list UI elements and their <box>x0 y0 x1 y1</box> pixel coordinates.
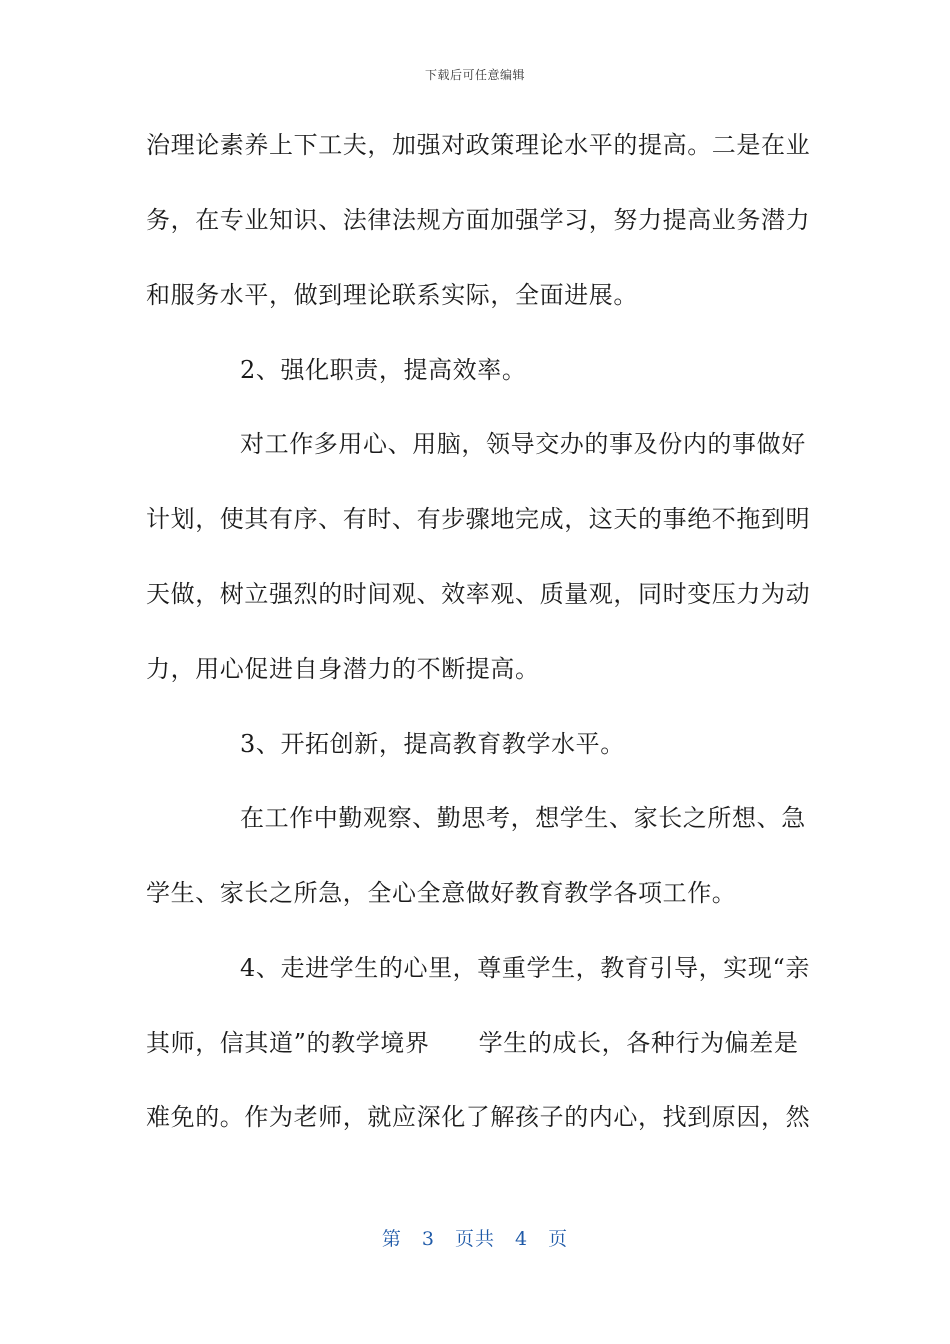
body-line: 计划，使其有序、有时、有步骤地完成，这天的事绝不拖到明 <box>146 505 811 533</box>
page-number: 第 3 页共 4 页 <box>381 1228 569 1250</box>
body-line: 其师，信其道”的教学境界 学生的成长，各种行为偏差是 <box>146 1029 799 1057</box>
body-line: 学生、家长之所急，全心全意做好教育教学各项工作。 <box>146 879 737 907</box>
body-line: 在工作中勤观察、勤思考，想学生、家长之所想、急 <box>240 804 806 832</box>
section-heading: 3、开拓创新，提高教育教学水平。 <box>240 730 625 758</box>
section-heading: 2、强化职责，提高效率。 <box>240 356 527 384</box>
section-heading: 4、走进学生的心里，尊重学生，教育引导，实现“亲 <box>240 954 810 982</box>
page-header: 下载后可任意编辑 <box>424 68 525 82</box>
body-line: 治理论素养上下工夫，加强对政策理论水平的提高。二是在业 <box>146 131 811 159</box>
body-line: 天做，树立强烈的时间观、效率观、质量观，同时变压力为动 <box>146 580 811 608</box>
body-line: 难免的。作为老师，就应深化了解孩子的内心，找到原因，然 <box>146 1103 811 1131</box>
body-line: 对工作多用心、用脑，领导交办的事及份内的事做好 <box>240 430 806 458</box>
body-line: 力，用心促进自身潜力的不断提高。 <box>146 655 540 683</box>
body-line: 和服务水平，做到理论联系实际，全面进展。 <box>146 281 638 309</box>
body-line: 务，在专业知识、法律法规方面加强学习，努力提高业务潜力 <box>146 206 811 234</box>
